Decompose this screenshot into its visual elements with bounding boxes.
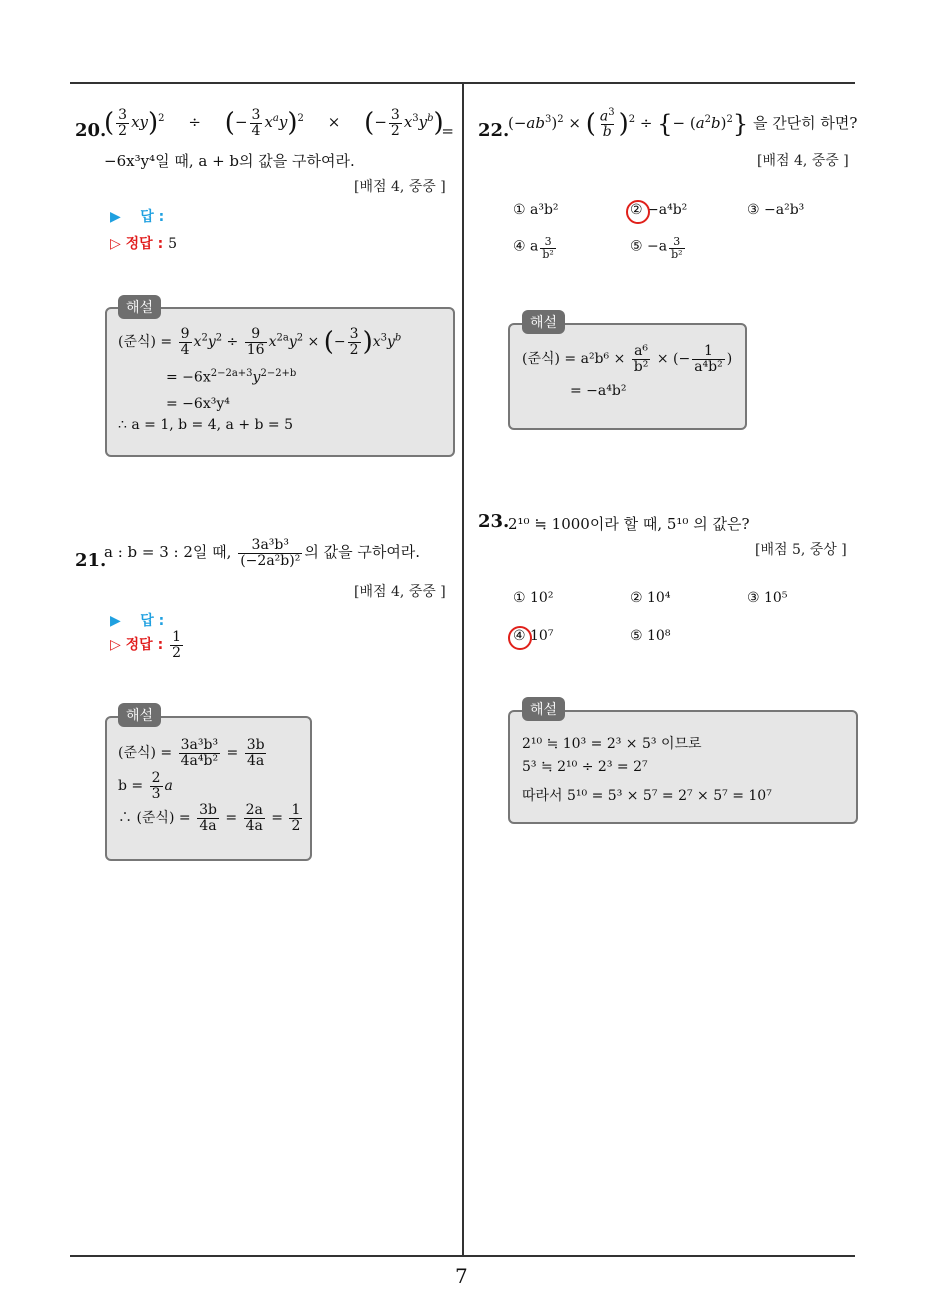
q22-solution-line1: (준식) = a²b⁶ × $\frac{\text{a⁶}}{\text{b²}}$ × (− $\frac{1}{\text{a⁴b²}}$ ) xyxy=(522,343,733,375)
q22-choice-3[interactable]: ③ −a²b³ xyxy=(747,202,805,218)
q20-answer-label: 답 : xyxy=(140,209,165,225)
q23-solution-line3: 따라서 5¹⁰ = 5³ × 5⁷ = 2⁷ × 5⁷ = 10⁷ xyxy=(522,788,772,804)
q20-meta: [배점 4, 중중 ] xyxy=(354,179,446,195)
q22-solution-line2: = −a⁴b² xyxy=(570,383,627,399)
q21-number: 21. xyxy=(75,550,107,571)
q20-line2: −6x³y⁴일 때, a + b의 값을 구하여라. xyxy=(104,152,355,170)
q22-meta: [배점 4, 중중 ] xyxy=(757,153,849,169)
q22-number: 22. xyxy=(478,120,510,141)
q22-choice-5[interactable]: ⑤ −a $\frac{3}{\text{b²}}$ xyxy=(630,235,683,261)
q21-meta: [배점 4, 중중 ] xyxy=(354,584,446,600)
q21-correct-row xyxy=(110,630,185,660)
q21-solution-tag: 해설 xyxy=(118,703,161,727)
q23-selected-circle xyxy=(508,626,532,650)
play-outline-icon: ▷ xyxy=(110,236,121,252)
q20-answer-row xyxy=(110,206,164,226)
page-number: 7 xyxy=(455,1264,468,1288)
play-icon: ▶ xyxy=(110,613,121,629)
q22-choice-4[interactable]: ④ a $\frac{3}{\text{b²}}$ xyxy=(513,235,554,261)
q20-solution-line4: ∴ a = 1, b = 4, a + b = 5 xyxy=(118,417,294,433)
q22-choice-2[interactable]: ② −a⁴b² xyxy=(630,202,688,218)
q20-solution-line3: = −6x³y⁴ xyxy=(166,396,230,412)
play-icon: ▶ xyxy=(110,209,121,225)
q20-solution-line2: = $-6x^{2-2a+3}y^{2-2+b}$ xyxy=(166,368,297,386)
q21-answer-label: 답 : xyxy=(140,613,165,629)
q22-solution-tag: 해설 xyxy=(522,310,565,334)
q21-solution-line1: (준식) = $\frac{\text{3a³b³}}{\text{4a⁴b²}}$ = $\frac{3b}{4a}$ xyxy=(118,737,265,769)
q20-expression: ( $\frac{3}{2}$ xy)$^2$ ÷ (− $\frac{3}{4}$ $x^ay)^2$ × (− $\frac{3}{2}$ $x^3y^b$) = xyxy=(104,107,454,140)
q23-choice-4[interactable]: ④ 10⁷ xyxy=(513,628,554,644)
q22-solution-box xyxy=(508,323,747,430)
q21-question: a : b = 3 : 2일 때, $\frac{\text{3a³b³}}{\text{(−2a²b)²}}$ 의 값을 구하여라. xyxy=(104,537,421,569)
q23-number: 23. xyxy=(478,511,510,532)
column-divider xyxy=(462,82,464,1256)
q23-choice-1[interactable]: ① 10² xyxy=(513,590,554,606)
bottom-rule xyxy=(70,1255,855,1257)
q20-number: 20. xyxy=(75,120,107,141)
q23-solution-tag: 해설 xyxy=(522,697,565,721)
q22-selected-circle xyxy=(626,200,650,224)
q23-choice-5[interactable]: ⑤ 10⁸ xyxy=(630,628,671,644)
q20-correct-value: 5 xyxy=(168,236,177,252)
q21-correct-value: $\frac{1}{2}$ xyxy=(172,629,181,661)
q23-choice-3[interactable]: ③ 10⁵ xyxy=(747,590,788,606)
q21-solution-line3: ∴ (준식) = $\frac{3b}{4a}$ = $\frac{2a}{4a}$ = $\frac{1}{2}$ xyxy=(118,802,301,834)
q23-meta: [배점 5, 중상 ] xyxy=(755,542,847,558)
q21-correct-label: 정답 : xyxy=(125,637,164,654)
q21-answer-row xyxy=(110,610,164,630)
q23-solution-line1: 2¹⁰ ≒ 10³ = 2³ × 5³ 이므로 xyxy=(522,736,702,752)
q21-solution-line2: b = $\frac{2}{3}$ a xyxy=(118,770,173,802)
q20-solution-tag: 해설 xyxy=(118,295,161,319)
q20-solution-line1: (준식) = $\frac{9}{4}$ $x^2y^2$ ÷ $\frac{9}{16}$ $x^{2a}y^2$ × (− $\frac{3}{2}$ )$x^3y^b$ xyxy=(118,326,402,358)
play-outline-icon: ▷ xyxy=(110,637,121,654)
q20-correct-row xyxy=(110,233,177,253)
q22-choice-1[interactable]: ① a³b² xyxy=(513,202,559,218)
q23-choice-2[interactable]: ② 10⁴ xyxy=(630,590,671,606)
q22-expression: $(-ab^3)^2$ × ( $\frac{a^3}{b}$ )$^2$ ÷ {− $(a^2b)^2$} 을 간단히 하면? xyxy=(508,107,858,141)
q20-correct-label: 정답 : xyxy=(125,236,164,252)
q23-question: 2¹⁰ ≒ 1000이라 할 때, 5¹⁰ 의 값은? xyxy=(508,515,750,533)
q23-solution-line2: 5³ ≒ 2¹⁰ ÷ 2³ = 2⁷ xyxy=(522,759,648,775)
